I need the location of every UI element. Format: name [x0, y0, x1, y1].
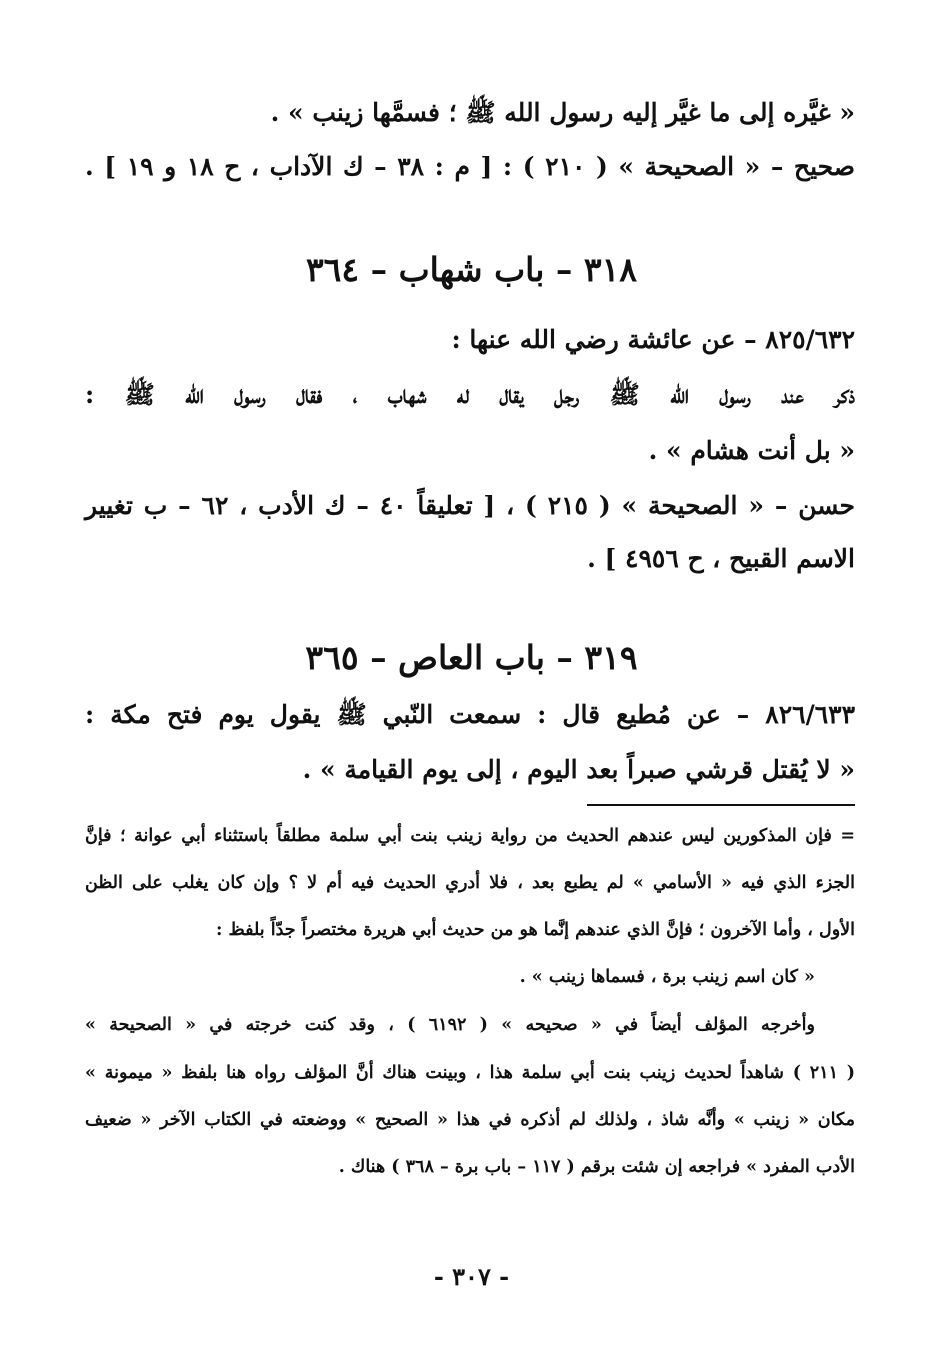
footnote-line-8: الأدب المفرد » فراجعه إن شئت برقم ( ١١٧ – باب برة – ٣٦٨ ) هناك .: [338, 1157, 855, 1177]
footnote-line-5: وأخرجه المؤلف أيضاً في « صحيحه » ( ٦١٩٢ ) ، وقد كنت خرجته في « الصحيحة »: [85, 1015, 815, 1035]
footnote-line-4: « كان اسم زينب برة ، فسماها زينب » .: [519, 967, 815, 987]
hadith-825-grade-line2: الاسم القبيح ، ح ٤٩٥٦ ] .: [587, 544, 855, 573]
hadith-826-number-line: ٨٢٦/٦٣٣ – عن مُطيع قال : سمعت النّبي ﷺ يقول يوم فتح مكة :: [85, 700, 855, 729]
footnote-line-1: = فإن المذكورين ليس عندهم الحديث من رواية زينب بنت أبي سلمة مطلقاً باستثناء أبي عوانة ؛ فإنَّ: [85, 826, 855, 846]
chapter-318-title: ٣١٨ – باب شهاب – ٣٦٤: [305, 250, 638, 289]
page-number: - ٣٠٧ -: [433, 1262, 510, 1291]
chapter-319-title: ٣١٩ – باب العاص – ٣٦٥: [305, 638, 638, 677]
hadith-825-number-line: ٨٢٥/٦٣٢ – عن عائشة رضي الله عنها :: [451, 325, 855, 354]
footnote-line-3: الأول ، وأما الآخرون ؛ فإنَّ الذي عندهم إنَّما هو من حديث أبي هريرة مختصراً جدّاً بلفظ :: [215, 920, 855, 940]
footnote-line-6: ( ٢١١ ) شاهداً لحديث زينب بنت أبي سلمة هذا ، وبينت هناك أنَّ المؤلف رواه هنا بلفظ « ميمونة »: [85, 1063, 856, 1083]
footnote-line-2: الجزء الذي فيه « الأسامي » لم يطبع بعد ، فلا أدري الحديث فيه أم لا ؟ وإن كان يغلب على الظن: [85, 873, 855, 893]
hadith-825-text-line2: « بل أنت هشام » .: [648, 436, 855, 465]
hadith-826-text-line: « لا يُقتل قرشي صبراً بعد اليوم ، إلى يوم القيامة » .: [302, 755, 855, 784]
prev-hadith-text: « غيَّره إلى ما غيَّر إليه رسول الله ﷺ ؛ فسمَّها زينب » .: [270, 98, 855, 127]
hadith-825-grade-line1: حسن – « الصحيحة » ( ٢١٥ ) ، [ تعليقاً ٤٠ – ك الأدب ، ٦٢ – ب تغيير: [85, 491, 855, 520]
footnote-line-7: مكان « زينب » وأنَّه شاذ ، ولذلك لم أذكره في هذا « الصحيح » ووضعته في الكتاب الآخر « ضعيف: [85, 1110, 855, 1130]
prev-hadith-grade: صحيح – « الصحيحة » ( ٢١٠ ) : [ م : ٣٨ – ك الآداب ، ح ١٨ و ١٩ ] .: [85, 152, 855, 181]
footnote-separator: [587, 804, 855, 806]
hadith-825-text-line1: ذكر عند رسول الله ﷺ رجل يقال له شهاب ، فقال رسول الله ﷺ :: [85, 380, 855, 409]
